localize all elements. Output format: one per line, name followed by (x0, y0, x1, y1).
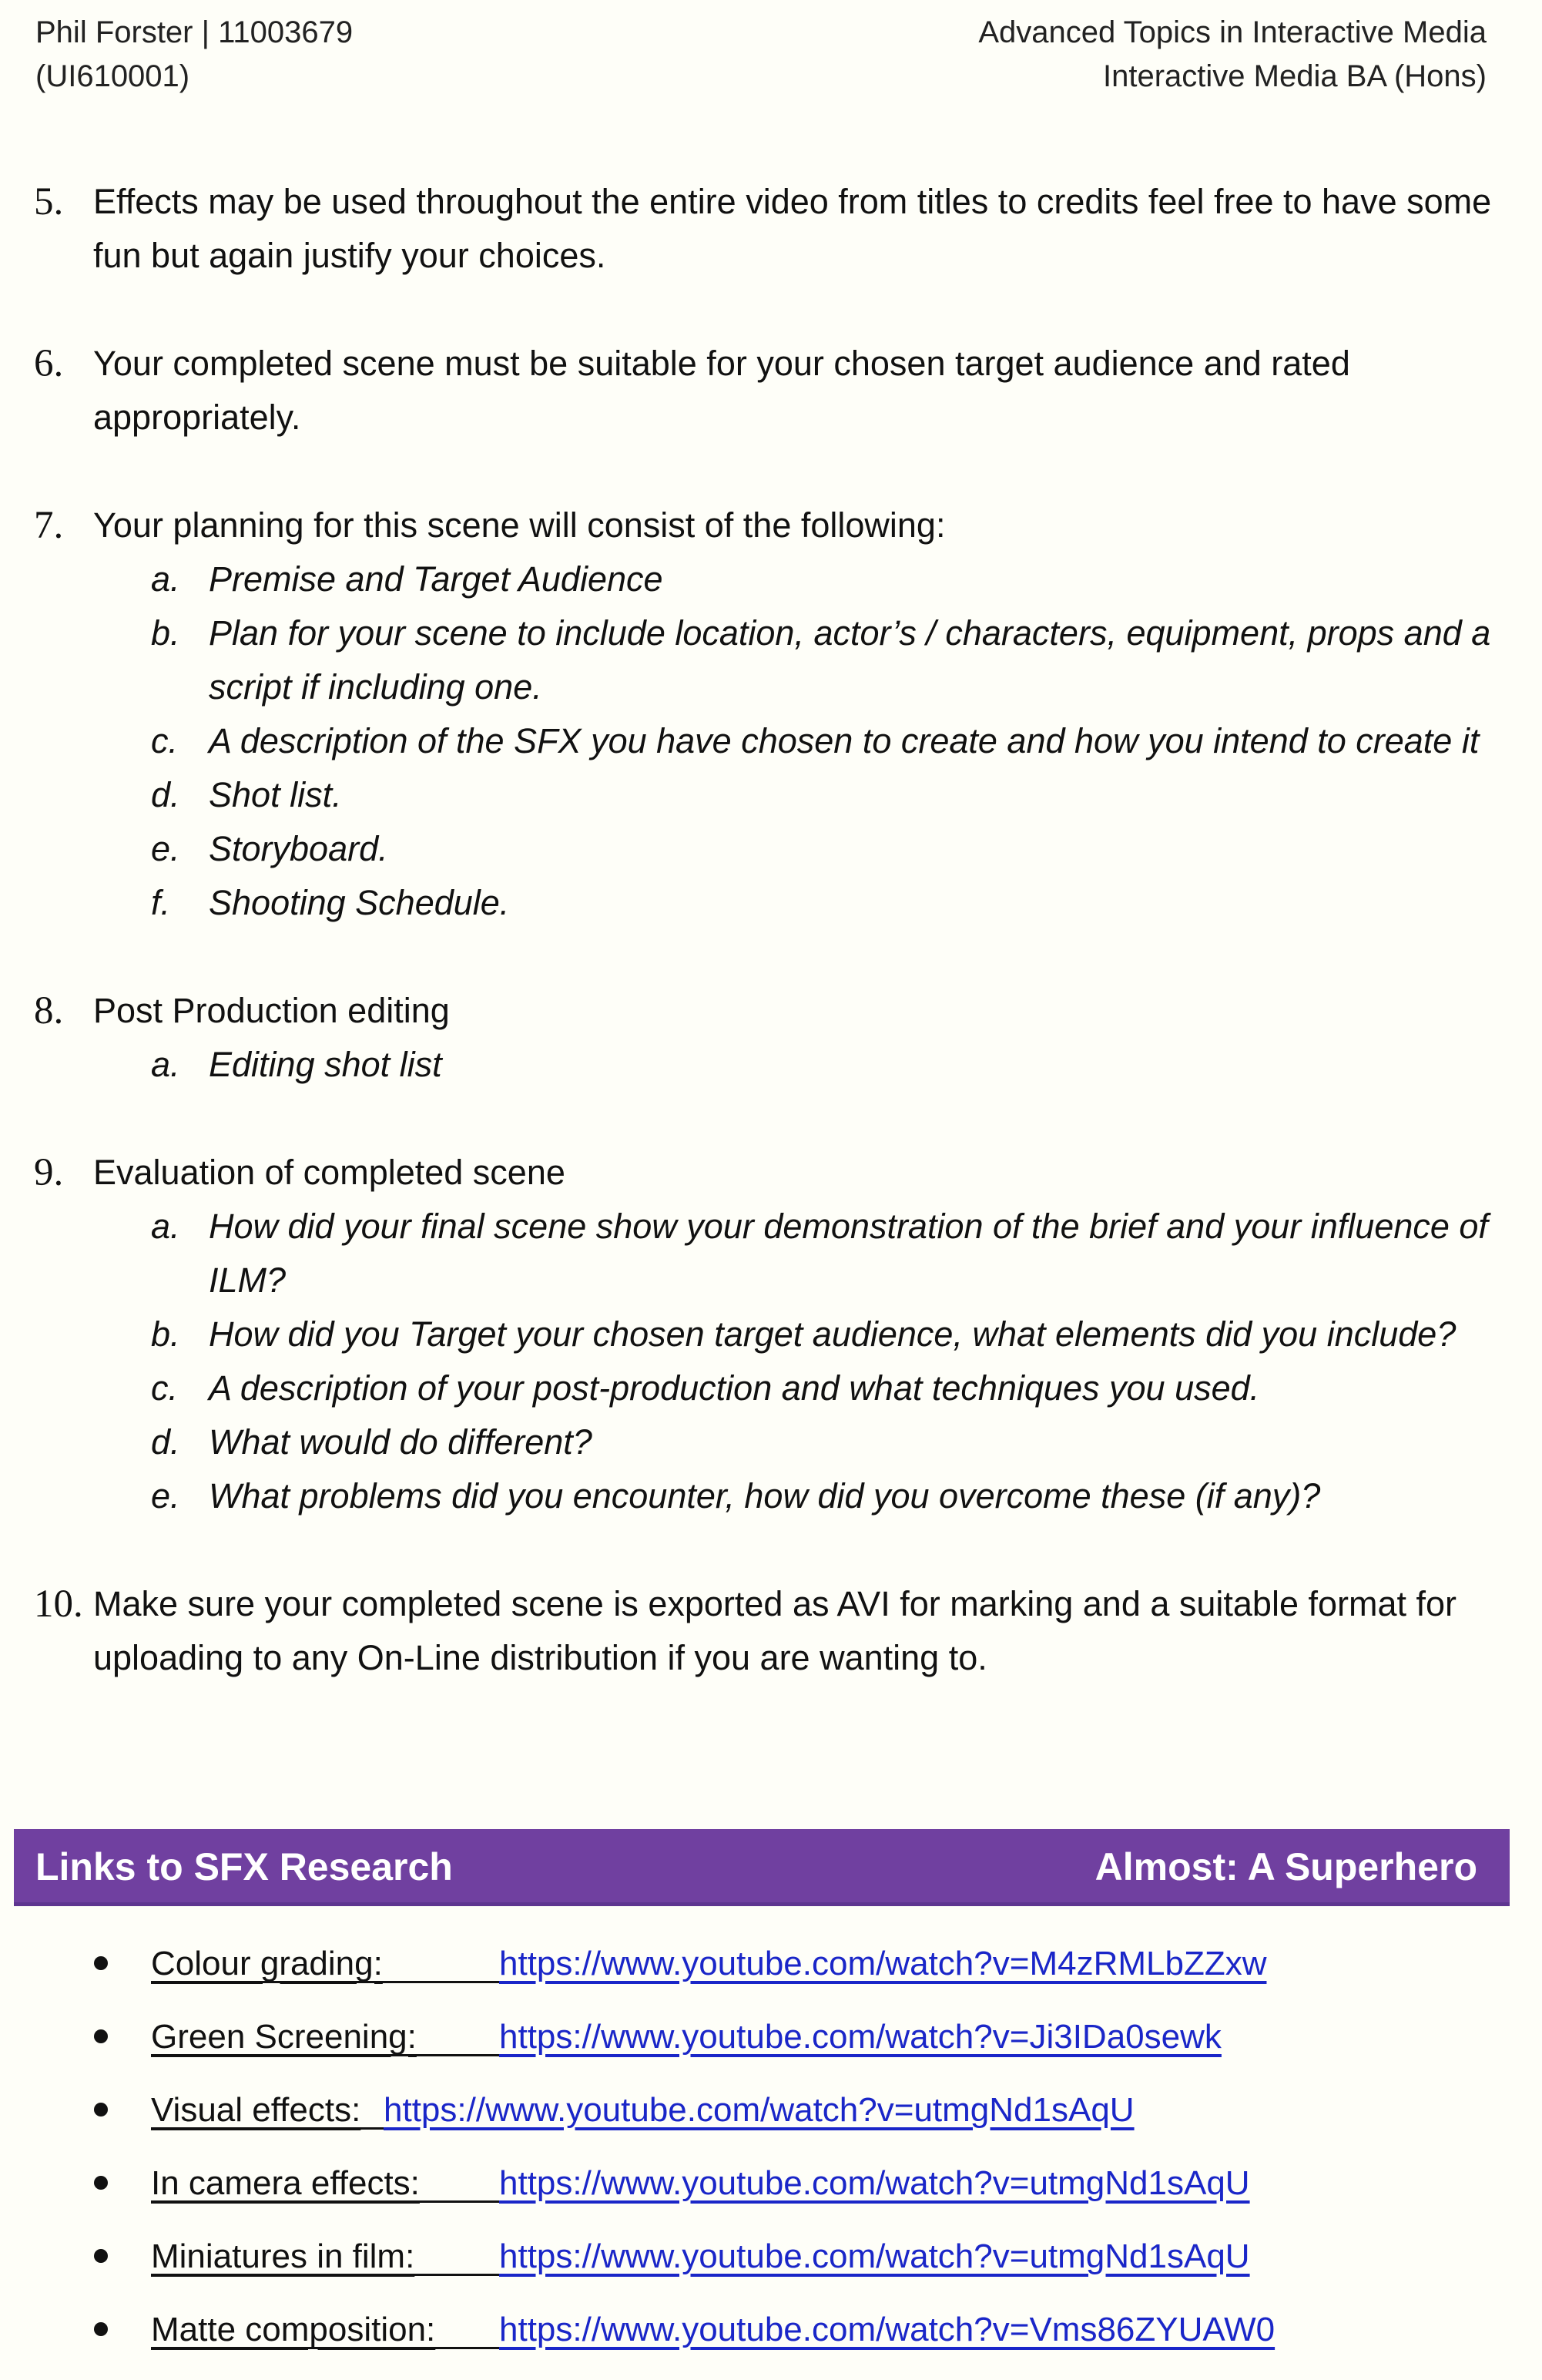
link-row (0, 1941, 1542, 2014)
header-left (35, 11, 353, 99)
link-row (0, 2234, 1542, 2307)
sub-item-letter: a. (151, 559, 180, 599)
item-number: 10. (34, 1583, 83, 1626)
sub-item (0, 1469, 1542, 1523)
sub-item-text: What would do different? (209, 1422, 592, 1462)
sub-item-text: How did you Target your chosen target audience, what elements did you include? (209, 1314, 1457, 1354)
sub-item-text: How did your final scene show your demonstration of the brief and your influence of ILM? (209, 1207, 1488, 1300)
bullet-icon (94, 2029, 108, 2043)
requirements-list (0, 175, 1542, 1685)
banner-project: Almost: A Superhero (1094, 1845, 1477, 1888)
link-label: Miniatures in film: (151, 2237, 415, 2275)
sub-item-text: A description of your post-production and what techniques you used. (209, 1368, 1260, 1408)
sub-item-letter: a. (151, 1207, 180, 1246)
course-title: Interactive Media BA (Hons) (1103, 59, 1487, 93)
research-link[interactable]: https://www.youtube.com/watch?v=Vms86ZYUAW0 (499, 2311, 1276, 2348)
sub-item-text: Shot list. (209, 775, 342, 814)
sub-item (0, 552, 1542, 606)
list-item (0, 1577, 1542, 1685)
bullet-icon (94, 1956, 108, 1970)
research-link[interactable]: https://www.youtube.com/watch?v=utmgNd1sAqU (384, 2091, 1135, 2129)
item-number: 9. (34, 1151, 64, 1194)
module-code: (UI610001) (35, 59, 190, 93)
sub-item-text: Plan for your scene to include location, actor’s / characters, equipment, props and a script if including one. (209, 613, 1491, 707)
list-item (0, 498, 1542, 930)
sub-item-text: What problems did you encounter, how did you overcome these (if any)? (209, 1476, 1321, 1516)
sub-item (0, 1200, 1542, 1307)
sub-item-text: Premise and Target Audience (209, 559, 663, 599)
item-text: Post Production editing (93, 991, 450, 1030)
item-text: Effects may be used throughout the entire video from titles to credits feel free to have some fun but again justify your choices. (93, 182, 1492, 275)
sub-item (0, 768, 1542, 822)
link-label: Matte composition: (151, 2311, 436, 2348)
item-text: Your completed scene must be suitable for your chosen target audience and rated appropriately. (93, 344, 1350, 437)
item-number: 6. (34, 342, 64, 385)
bullet-icon (94, 2322, 108, 2336)
sub-item (0, 606, 1542, 714)
author-line: Phil Forster | 11003679 (35, 15, 354, 49)
sub-item-text: Storyboard. (209, 829, 388, 868)
module-title: Advanced Topics in Interactive Media (978, 15, 1487, 49)
sub-item (0, 1038, 1542, 1092)
sub-item-letter: a. (151, 1045, 180, 1084)
header-right (978, 11, 1487, 99)
bullet-icon (94, 2103, 108, 2116)
link-label: Green Screening: (151, 2018, 417, 2056)
item-number: 8. (34, 989, 64, 1032)
sub-item-letter: d. (151, 1422, 180, 1462)
sub-item (0, 822, 1542, 876)
list-item (0, 175, 1542, 283)
bullet-icon (94, 2176, 108, 2190)
sub-item (0, 1415, 1542, 1469)
sub-item-letter: b. (151, 613, 180, 653)
sub-item-letter: b. (151, 1314, 180, 1354)
research-link[interactable]: https://www.youtube.com/watch?v=Ji3IDa0sewk (499, 2018, 1222, 2056)
sub-item-letter: f. (151, 883, 171, 922)
link-label: Colour grading: (151, 1945, 383, 1982)
sub-item-letter: c. (151, 1368, 179, 1408)
research-link[interactable]: https://www.youtube.com/watch?v=M4zRMLbZZxw (499, 1945, 1267, 1982)
research-link[interactable]: https://www.youtube.com/watch?v=utmgNd1sAqU (499, 2164, 1250, 2202)
sub-item-letter: e. (151, 1476, 180, 1516)
sub-item-letter: c. (151, 721, 179, 760)
item-number: 5. (34, 180, 64, 223)
link-row (0, 2160, 1542, 2234)
sub-item-letter: e. (151, 829, 180, 868)
link-row (0, 2014, 1542, 2087)
item-text: Your planning for this scene will consist of the following: (93, 505, 946, 545)
item-number: 7. (34, 504, 64, 547)
item-text: Evaluation of completed scene (93, 1153, 565, 1192)
sub-item (0, 1361, 1542, 1415)
research-link[interactable]: https://www.youtube.com/watch?v=utmgNd1sAqU (499, 2237, 1250, 2275)
banner-title: Links to SFX Research (35, 1845, 453, 1888)
bullet-icon (94, 2249, 108, 2263)
sub-item (0, 876, 1542, 930)
link-label: Visual effects: (151, 2091, 361, 2129)
list-item (0, 337, 1542, 445)
sub-item-text: Editing shot list (209, 1045, 442, 1084)
sub-item-letter: d. (151, 775, 180, 814)
link-label: In camera effects: (151, 2164, 420, 2202)
sub-item (0, 714, 1542, 768)
sub-item-text: A description of the SFX you have chosen to create and how you intend to create it (209, 721, 1480, 760)
link-row (0, 2307, 1542, 2380)
research-links (0, 1941, 1542, 2380)
link-row (0, 2087, 1542, 2160)
research-banner (14, 1829, 1510, 1906)
sub-item (0, 1307, 1542, 1361)
list-item (0, 1146, 1542, 1523)
item-text: Make sure your completed scene is exported as AVI for marking and a suitable format for uploading to any On-Line distribution if you are wanting to. (93, 1584, 1457, 1677)
sub-item-text: Shooting Schedule. (209, 883, 510, 922)
list-item (0, 984, 1542, 1092)
